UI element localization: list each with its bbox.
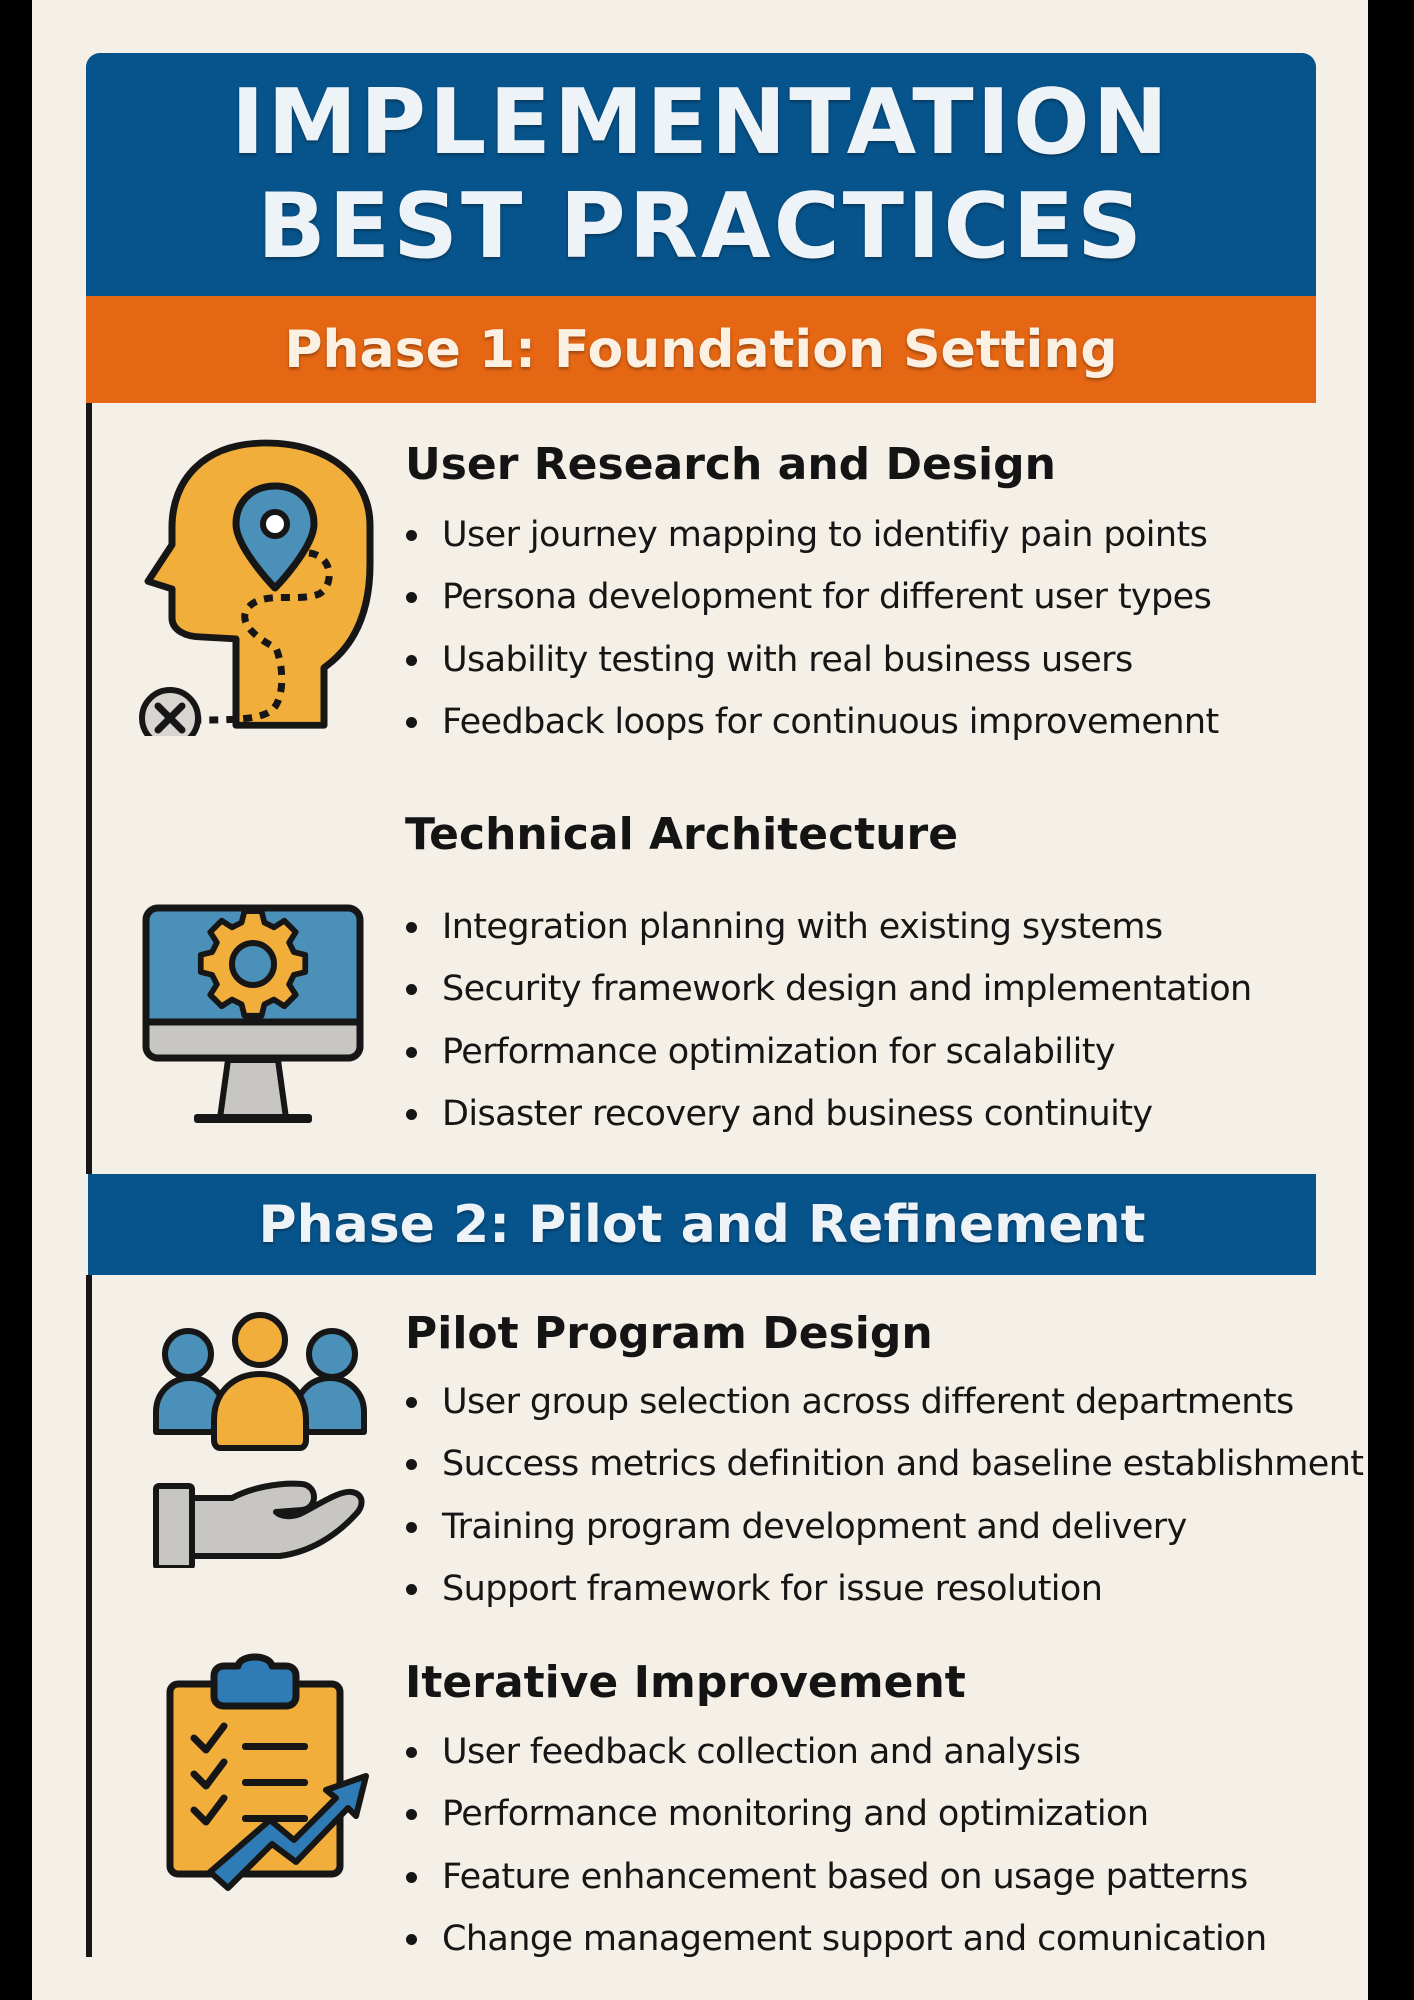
title-line-1: IMPLEMENTATION xyxy=(231,69,1171,175)
list-item xyxy=(402,566,1219,628)
bullet-icon xyxy=(406,1747,417,1758)
bullet-text: Security framework design and implementation xyxy=(442,969,1252,1010)
technical-architecture-bullet-list xyxy=(402,896,1252,1145)
list-item xyxy=(402,1721,1267,1783)
list-item xyxy=(402,1021,1252,1083)
monitor-gear-icon xyxy=(142,904,364,1132)
bullet-text: Training program development and delivery xyxy=(442,1506,1187,1547)
list-item xyxy=(402,1371,1363,1433)
bullet-icon xyxy=(406,530,417,541)
section-heading-iterative-improvement: Iterative Improvement xyxy=(405,1657,966,1708)
list-item xyxy=(402,1783,1267,1845)
bullet-text: Performance monitoring and optimization xyxy=(442,1794,1149,1835)
left-border xyxy=(0,0,32,2000)
right-border xyxy=(1368,0,1414,2000)
phase-2-timeline-line xyxy=(86,1275,92,1957)
bullet-text: Success metrics definition and baseline establishment xyxy=(442,1444,1364,1485)
user-group-hand-icon xyxy=(150,1308,370,1568)
bullet-icon xyxy=(406,1047,417,1058)
bullet-icon xyxy=(406,717,417,728)
bullet-icon xyxy=(406,1109,417,1120)
bullet-icon xyxy=(406,1397,417,1408)
list-item xyxy=(402,691,1219,753)
bullet-icon xyxy=(406,984,417,995)
bullet-icon xyxy=(406,1934,417,1945)
list-item xyxy=(402,629,1219,691)
section-heading-user-research: User Research and Design xyxy=(405,439,1056,490)
bullet-text: User journey mapping to identifiy pain points xyxy=(442,515,1208,555)
phase-1-timeline-line xyxy=(86,403,92,1174)
list-item xyxy=(402,958,1252,1020)
list-item xyxy=(402,1908,1267,1970)
user-research-bullet-list xyxy=(402,504,1219,753)
bullet-text: Change management support and comunication xyxy=(442,1918,1267,1959)
bullet-text: Performance optimization for scalability xyxy=(442,1031,1115,1072)
bullet-text: Persona development for different user types xyxy=(442,577,1212,618)
clipboard-trend-icon xyxy=(166,1650,372,1894)
bullet-text: Usability testing with real business users xyxy=(442,639,1133,680)
section-heading-technical-architecture: Technical Architecture xyxy=(405,809,959,860)
list-item xyxy=(402,1496,1363,1558)
list-item xyxy=(402,896,1252,958)
bullet-icon xyxy=(406,1584,417,1595)
list-item xyxy=(402,1083,1252,1145)
title-line-2: BEST PRACTICES xyxy=(257,173,1145,279)
pilot-program-bullet-list xyxy=(402,1371,1363,1620)
bullet-icon xyxy=(406,1522,417,1533)
phase-1-label: Phase 1: Foundation Setting xyxy=(284,319,1118,380)
bullet-icon xyxy=(406,592,417,603)
section-heading-pilot-program: Pilot Program Design xyxy=(405,1308,933,1359)
bullet-text: Support framework for issue resolution xyxy=(442,1568,1103,1609)
bullet-icon xyxy=(406,1872,417,1883)
bullet-text: Disaster recovery and business continuity xyxy=(442,1093,1153,1134)
bullet-icon xyxy=(406,922,417,933)
bullet-text: User group selection across different departments xyxy=(442,1382,1294,1422)
bullet-icon xyxy=(406,1809,417,1820)
bullet-text: Feedback loops for continuous improvemennt xyxy=(442,701,1219,742)
phase-2-label: Phase 2: Pilot and Refinement xyxy=(258,1194,1146,1255)
bullet-text: User feedback collection and analysis xyxy=(442,1732,1081,1772)
phase-2-banner xyxy=(88,1174,1316,1275)
bullet-text: Integration planning with existing systems xyxy=(442,907,1163,947)
list-item xyxy=(402,1433,1363,1495)
bullet-text: Feature enhancement based on usage patterns xyxy=(442,1856,1248,1897)
phase-1-banner xyxy=(86,296,1316,403)
head-map-pin-icon xyxy=(134,436,396,736)
list-item xyxy=(402,1846,1267,1908)
list-item xyxy=(402,1558,1363,1620)
bullet-icon xyxy=(406,1459,417,1470)
bullet-icon xyxy=(406,655,417,666)
iterative-improvement-bullet-list xyxy=(402,1721,1267,1970)
list-item xyxy=(402,504,1219,566)
title-banner xyxy=(86,53,1316,296)
